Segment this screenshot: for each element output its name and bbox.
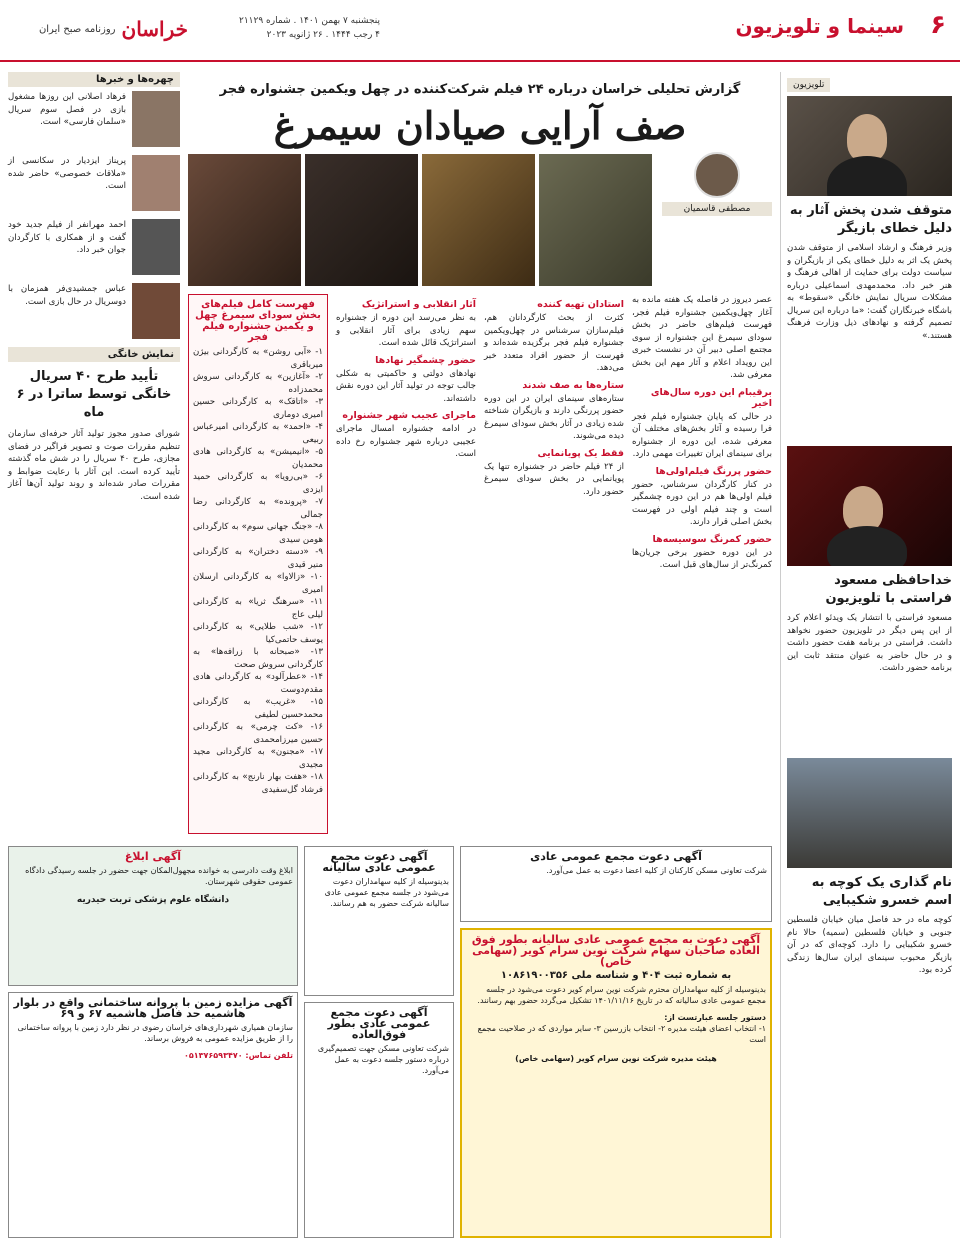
date-persian: پنجشنبه ۷ بهمن ۱۴۰۱ . شماره ۲۱۱۲۹	[239, 16, 380, 26]
ad-body: شرکت تعاونی مسکن جهت تصمیم‌گیری درباره دستور جلسه دعوت به عمل می‌آورد.	[317, 1044, 449, 1075]
film-photos	[188, 154, 652, 286]
film-list-item: ۱۱- «سرهنگ ثریا» به کارگردانی لیلی عاج	[193, 597, 323, 620]
page-number: ۶	[930, 10, 946, 40]
ad-assembly	[304, 846, 454, 996]
subhead: ماجرای عجیب شهر جشنواره	[342, 410, 476, 421]
main-story	[188, 72, 772, 840]
right-column	[780, 72, 952, 1238]
ad-subtitle: به شماره ثبت ۴۰۴ و شناسه ملی ۱۰۸۶۱۹۰۰۳۵۶	[500, 970, 732, 981]
subhead: حضور کمرنگ سوسیسه‌ها	[652, 533, 772, 545]
ad-assembly-extra	[304, 1002, 454, 1238]
film-list-item: ۹- «دسته دختران» به کارگردانی منیر قیدی	[193, 547, 323, 570]
subhead: آثار انقلابی و استراتژیک	[361, 299, 476, 310]
ad-title: آگهی دعوت به مجمع عمومی عادی سالیانه بطور فوق العاده صاحبان سهام شرکت نوین سرام کویر (سهامی خاص)	[471, 933, 761, 968]
film-list-item: ۱۳- «صبحانه با زرافه‌ها» به کارگردانی سروش صحت	[193, 647, 323, 670]
body-text: در ادامه جشنواره امسال ماجرای عجیبی درباره شهر جشنواره رخ داده است.	[336, 424, 476, 459]
ad-body: شرکت تعاونی مسکن کارکنان از کلیه اعضا دعوت به عمل می‌آورد.	[546, 866, 767, 875]
main-headline: صف آرایی صیادان سیمرغ	[273, 103, 687, 148]
news-body: شورای صدور مجوز تولید آثار حرفه‌ای سازمان تنظیم مقررات صوت و تصویر فراگیر در فضای مجازی، طرح ۴۰ سریال را در شش ماه گذشته تأیید کرده است. این آثار با رعایت ضوابط و مقررات صادر شده‌اند و روند تولید آن‌ها آغاز شده است.	[8, 429, 180, 502]
ad-footer: هیئت مدیره شرکت نوین سرام کویر (سهامی خاص)	[515, 1054, 717, 1063]
story1-title: متوقف شدن پخش آثار به دلیل خطای بازیگر	[789, 203, 952, 236]
ad-body: ابلاغ وقت دادرسی به خوانده مجهول‌المکان جهت حضور در جلسه رسیدگی دادگاه عمومی حقوقی شهرستان.	[25, 866, 293, 886]
date-line	[200, 14, 380, 42]
story-col-3	[336, 294, 476, 834]
film-list-item: ۸- «جنگ جهانی سوم» به کارگردانی هومن سیدی	[193, 522, 323, 545]
story3-title: نام گذاری یک کوچه به اسم خسرو شکیبایی	[811, 875, 952, 908]
subhead: برقیبام این دوره سال‌های اخیر	[650, 386, 772, 409]
ad-notice	[8, 846, 298, 986]
story-col-1	[632, 294, 772, 834]
film-list-item: ۱۵- «غریب» به کارگردانی محمدحسین لطیفی	[193, 697, 323, 720]
film-photo	[305, 154, 418, 286]
face-text: احمد مهرانفر از فیلم جدید خود گفت و از همکاری با کارگردان جوان خبر داد.	[8, 220, 126, 255]
ad-novin-saram	[460, 928, 772, 1238]
film-list-box	[188, 294, 328, 834]
body-text: در حالی که پایان جشنواره فیلم فجر فرا رسیده و آثار بخش‌های مختلف آن معرفی شده، این دوره از جشنواره برای سینمای ایران تغییرات مهمی دارد.	[632, 411, 772, 459]
body-text: نهادهای دولتی و حاکمیتی به شکلی جالب توجه در تولید آثار این دوره نقش داشته‌اند.	[336, 368, 476, 404]
body-text: از ۲۴ فیلم حاضر در جشنواره تنها یک پویانمایی در بخش سودای سیمرغ حضور دارد.	[484, 461, 624, 497]
story-columns	[188, 294, 772, 834]
subhead: فقط یک پویانمایی	[537, 447, 624, 459]
body-text: در کنار کارگردان سرشناس، حضور فیلم اولی‌ها هم در این دوره چشمگیر است و چند فیلم اولی در فهرست بخش اصلی قرار دارند.	[632, 479, 772, 527]
face-text: پریناز ایزدیار در سکانسی از «ملاقات خصوصی» حاضر شده است.	[8, 156, 126, 191]
film-list-item: ۱۸- «هفت بهار نارنج» به کارگردانی فرشاد گل‌سفیدی	[193, 772, 323, 795]
story1-body: وزیر فرهنگ و ارشاد اسلامی از متوقف شدن پخش یک اثر به دلیل خطای یکی از بازیگران و سیاست دولت برای حمایت از اهالی فرهنگ و هنر خبر داد. محمدمهدی اسماعیلی درباره مشکلات سریال نمایش خانگی «سقوط» به باشگاه خبرنگاران گفت: «ما درباره این سریال تصمیم گرفته و نهادهای ذیل وزارت فرهنگ هستند.»	[787, 243, 952, 341]
body-text: ستاره‌های سینمای ایران در این دوره حضور پررنگی دارند و بازیگران شناخته شده زیادی در آثار بخش سودای سیمرغ دیده می‌شوند.	[484, 393, 624, 441]
film-list-item: ۳- «اتاقک» به کارگردانی حسین امیری دوماری	[193, 397, 323, 420]
face-item	[8, 91, 180, 147]
faces-heading: چهره‌ها و خبرها	[8, 72, 180, 87]
film-list-item: ۲- «آغازین» به کارگردانی سروش محمدزاده	[193, 372, 323, 395]
film-list-item: ۷- «پرونده» به کارگردانی رضا جمالی	[193, 497, 323, 520]
ad-title: آگهی دعوت مجمع عمومی عادی سالیانه	[322, 850, 436, 874]
ad-assembly-2	[460, 846, 772, 922]
story3-body: کوچه ماه در حد فاصل میان خیابان فلسطین جنوبی و خیابان فلسطین (سمیه) حالا نام خسرو شکیبایی را دارد. کوچه‌ای که در آن بازیگر محبوب سینمای ایران سال‌ها زندگی کرده بود.	[787, 915, 952, 975]
ad-title: آگهی ابلاغ	[124, 850, 182, 863]
lead-text: عصر دیروز در فاصله یک هفته مانده به آغاز چهل‌ویکمین جشنواره فیلم فجر، فهرست فیلم‌های حاضر در بخش سودای سیمرغ این جشنواره از سوی مجتمع اصلی دبیر آن در نشست خبری این رویداد اعلام و آثار مهم این بخش معرفی شد.	[632, 295, 772, 380]
face-photo	[132, 283, 180, 339]
logo-subtitle: روزنامه صبح ایران	[38, 23, 116, 35]
film-list	[193, 346, 323, 796]
ad-agenda-title: دستور جلسه عبارتست از:	[664, 1013, 766, 1022]
ad-body: بدینوسیله از کلیه سهامداران دعوت می‌شود در جلسه مجمع عمومی عادی سالیانه شرکت حضور به هم رسانند.	[324, 877, 449, 908]
film-list-item: ۱۴- «عطرآلود» به کارگردانی هادی مقدم‌دوست	[193, 672, 323, 695]
film-list-item: ۱۲- «شب طلایی» به کارگردانی یوسف حاتمی‌کیا	[193, 622, 323, 645]
body-text: به نظر می‌رسد این دوره از جشنواره سهم زیادی برای آثار انقلابی و استراتژیک قائل شده است.	[336, 313, 476, 348]
subhead: ستاره‌ها به صف شدند	[522, 379, 624, 391]
film-photo	[539, 154, 652, 286]
story2-body: مسعود فراستی با انتشار یک ویدئو اعلام کرد از این پس دیگر در تلویزیون حضور نخواهد داشت. فراستی در برنامه هفت حضور داشت و در حال حاضر به عنوان منتقد ثابت این برنامه حضور داشت.	[787, 613, 952, 673]
ad-agenda: ۱- انتخاب اعضای هیئت مدیره ۲- انتخاب بازرسین ۳- سایر مواردی که در صلاحیت مجمع است	[477, 1024, 766, 1044]
ad-title: آگهی دعوت مجمع عمومی عادی بطور فوق‌العاده	[327, 1006, 431, 1041]
masthead	[0, 0, 960, 62]
story-col-2	[484, 294, 624, 834]
news-title: تأیید طرح ۴۰ سریال خانگی توسط ساترا در ۶ ماه	[16, 369, 172, 420]
author-name: مصطفی قاسمیان	[662, 202, 772, 216]
face-photo	[132, 155, 180, 211]
ad-phone: تلفن تماس: ۰۵۱۳۷۶۵۹۳۴۷۰	[184, 1051, 293, 1060]
logo-name: خراسان	[121, 17, 188, 41]
film-photo	[188, 154, 301, 286]
ad-body: بدینوسیله از کلیه سهامداران محترم شرکت نوین سرام کویر دعوت می‌شود در جلسه مجمع عمومی عادی سالیانه که در تاریخ ۱۴۰۱/۱۱/۱۶ تشکیل می‌گردد حضور بهم رسانند.	[477, 985, 766, 1005]
film-list-item: ۱۷- «مجنون» به کارگردانی مجید مجیدی	[193, 747, 323, 770]
face-photo	[132, 219, 180, 275]
main-kicker: گزارش تحلیلی خراسان درباره ۲۴ فیلم شرکت‌کننده در چهل ویکمین جشنواره فجر	[219, 82, 741, 97]
ad-auction	[8, 992, 298, 1238]
ad-footer: دانشگاه علوم پزشکی تربت حیدریه	[76, 895, 230, 905]
body-text: کثرت از بحث کارگردانان هم، فیلم‌سازان سرشناس در چهل‌ویکمین جشنواره فیلم فجر برگزیده شده‌اند و فهرست از حضور افراد متعدد خبر می‌دهد.	[484, 313, 624, 373]
ad-title: آگهی دعوت مجمع عمومی عادی	[530, 850, 702, 863]
author-photo	[694, 152, 740, 198]
ad-title: آگهی مزایده زمین با پروانه ساختمانی واقع در بلوار هاشمیه حد فاصل هاشمیه ۶۷ و ۶۹	[13, 996, 293, 1020]
film-list-item: ۵- «انیمیشن» به کارگردانی هادی محمدیان	[193, 447, 323, 470]
news-tag: نمایش خانگی	[8, 347, 180, 362]
film-list-item: ۶- «بی‌رویا» به کارگردانی حمید ایزدی	[193, 472, 323, 495]
film-list-item: ۴- «احمد» به کارگردانی امیرعباس ربیعی	[193, 422, 323, 445]
alley-photo	[787, 758, 952, 868]
newspaper-logo	[18, 10, 188, 48]
faraasti-photo	[787, 446, 952, 566]
face-item	[8, 283, 180, 339]
date-other: ۴ رجب ۱۴۴۴ . ۲۶ ژانویه ۲۰۲۳	[266, 30, 380, 40]
face-photo	[132, 91, 180, 147]
subhead: حضور چشمگیر نهادها	[375, 354, 476, 366]
left-column	[8, 72, 180, 840]
film-list-title: فهرست کامل فیلم‌های بخش سودای سیمرغ چهل و یکمین جشنواره فیلم فجر	[195, 299, 321, 343]
subhead: استادان تهیه کننده	[537, 299, 624, 310]
story2-title: خداحافظی مسعود فراستی با تلویزیون	[825, 573, 952, 606]
author-box	[662, 152, 772, 216]
minister-photo	[787, 96, 952, 196]
film-list-item: ۱- «آبی روشن» به کارگردانی بیژن میرباقری	[193, 347, 323, 370]
film-list-item: ۱۰- «زالاوا» به کارگردانی ارسلان امیری	[193, 572, 323, 595]
film-list-item: ۱۶- «کت چرمی» به کارگردانی حسین میرزامحمدی	[193, 722, 323, 745]
face-item	[8, 219, 180, 275]
ads-section	[8, 846, 772, 1238]
film-photo	[422, 154, 535, 286]
subhead: حضور پررنگ فیلم‌اولی‌ها	[655, 465, 772, 477]
section-title: سینما و تلویزیون	[735, 14, 904, 38]
face-item	[8, 155, 180, 211]
face-text: فرهاد اصلانی این روزها مشغول بازی در فصل سوم سریال «سلمان فارسی» است.	[8, 92, 126, 127]
face-text: عباس جمشیدی‌فر همزمان با دوسریال در حال بازی است.	[8, 284, 126, 307]
body-text: در این دوره حضور برخی جریان‌ها کمرنگ‌تر از سال‌های قبل است.	[632, 547, 772, 570]
section-tag: تلویزیون	[787, 78, 830, 92]
ad-body: سازمان همیاری شهرداری‌های خراسان رضوی در نظر دارد زمین با پروانه ساختمانی را از طریق مزایده عمومی به فروش برساند.	[17, 1023, 293, 1043]
